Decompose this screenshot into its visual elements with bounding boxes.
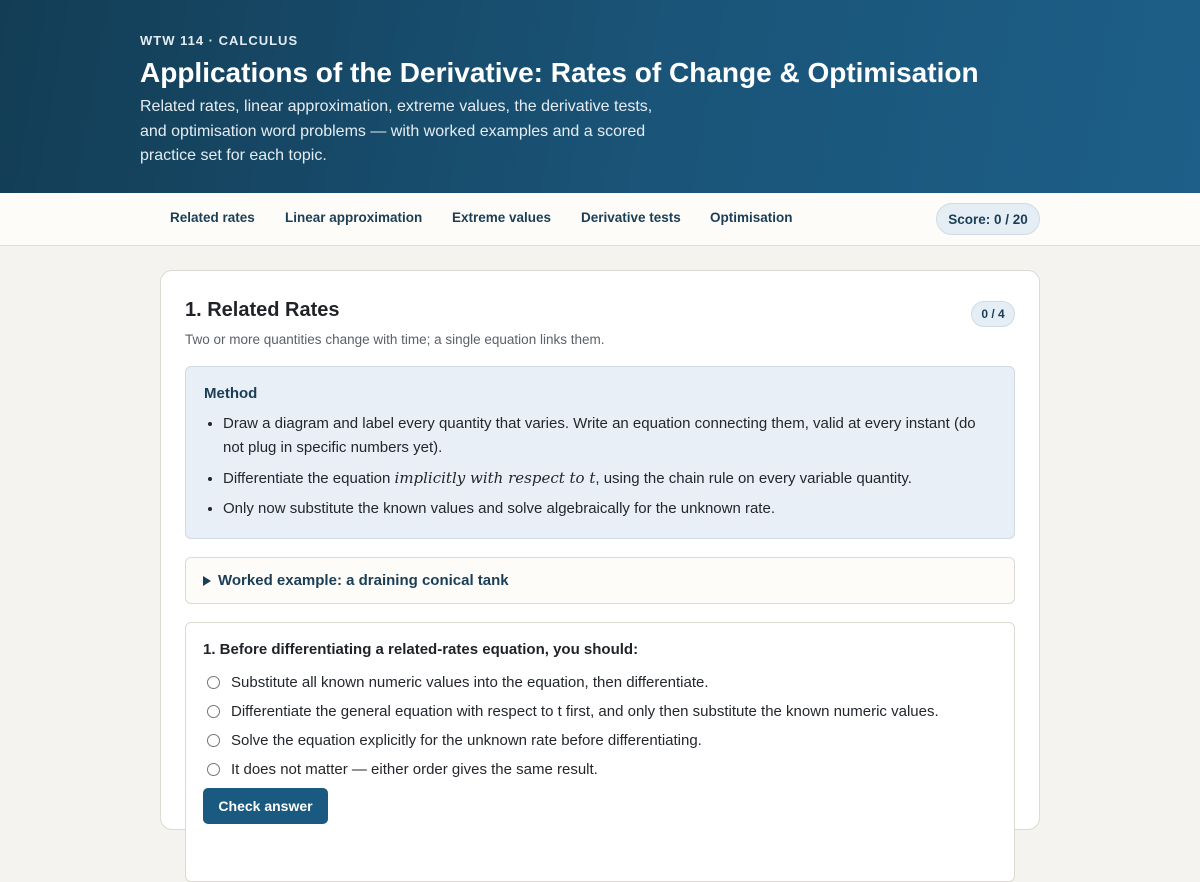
- method-step-text: , using the chain rule on every variable quantity.: [595, 470, 912, 487]
- answer-option-text: Substitute all known numeric values into the equation, then differentiate.: [231, 673, 709, 691]
- math-expression: implicitly with respect to t: [394, 469, 596, 487]
- method-step: [223, 466, 993, 491]
- answer-option[interactable]: [207, 700, 939, 722]
- section-subtitle: Two or more quantities change with time; a single equation links them.: [185, 332, 605, 347]
- course-code: WTW 114 · CALCULUS: [140, 33, 299, 48]
- topic-nav: [0, 193, 1200, 246]
- method-step: • Only now substitute the known values and solve algebraically for the unknown rate.: [223, 497, 993, 521]
- page-title: Applications of the Derivative: Rates of Change & Optimisation: [140, 57, 979, 88]
- worked-example-label: Worked example: a draining conical tank: [218, 572, 509, 589]
- method-list: [223, 412, 993, 527]
- answer-option[interactable]: [207, 758, 598, 780]
- total-score-badge: Score: 0 / 20: [936, 203, 1040, 235]
- radio-unchecked-icon[interactable]: [207, 676, 220, 689]
- worked-example-toggle[interactable]: [185, 557, 1015, 604]
- section-card-related-rates: [160, 270, 1040, 830]
- page-header: [0, 0, 1200, 193]
- answer-option-text: It does not matter — either order gives the same result.: [231, 760, 598, 778]
- nav-link-linear-approximation[interactable]: Linear approximation: [285, 210, 423, 225]
- method-title: Method: [204, 385, 258, 402]
- radio-unchecked-icon[interactable]: [207, 763, 220, 776]
- page-description: Related rates, linear approximation, extreme values, the derivative tests, and optimisation word problems — with worked examples and a scored practice set for each topic.: [140, 98, 653, 164]
- check-answer-button[interactable]: Check answer: [203, 788, 328, 824]
- method-step: • Draw a diagram and label every quantity that varies. Write an equation connecting them, valid at every instant (do not plug in specific numbers yet).: [223, 412, 993, 460]
- question-text: 1. Before differentiating a related-rates equation, you should:: [203, 641, 639, 658]
- nav-link-optimisation[interactable]: Optimisation: [710, 210, 793, 225]
- section-score-badge: 0 / 4: [971, 301, 1015, 327]
- answer-option[interactable]: [207, 671, 709, 693]
- question-card: [185, 622, 1015, 882]
- nav-link-extreme-values[interactable]: Extreme values: [452, 210, 552, 225]
- answer-option[interactable]: [207, 729, 702, 751]
- disclosure-triangle-right-icon: [203, 576, 211, 586]
- method-step-text: Differentiate the equation: [223, 470, 395, 487]
- nav-link-related-rates[interactable]: Related rates: [170, 210, 255, 225]
- answer-option-text: Differentiate the general equation with respect to t first, and only then substitute the known numeric values.: [231, 702, 939, 720]
- method-box: [185, 366, 1015, 539]
- radio-unchecked-icon[interactable]: [207, 734, 220, 747]
- section-title: 1. Related Rates: [185, 299, 340, 321]
- nav-link-derivative-tests[interactable]: Derivative tests: [581, 210, 681, 225]
- radio-unchecked-icon[interactable]: [207, 705, 220, 718]
- answer-option-text: Solve the equation explicitly for the unknown rate before differentiating.: [231, 731, 702, 749]
